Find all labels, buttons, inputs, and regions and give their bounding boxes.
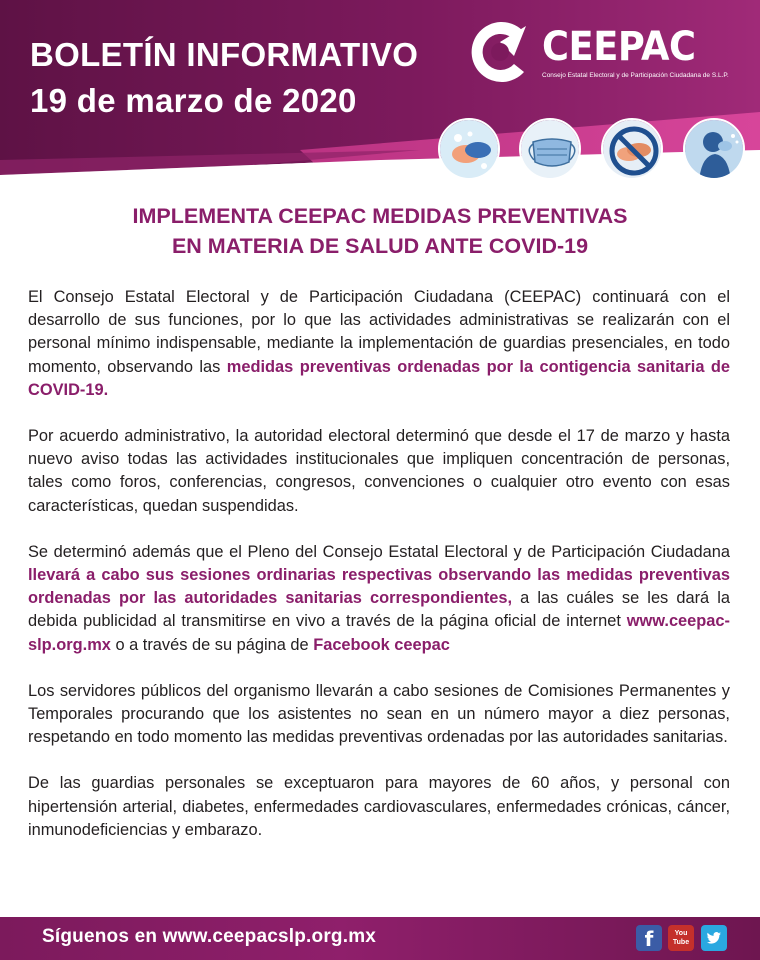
header-banner xyxy=(0,0,760,195)
paragraph-1-highlight: medidas preventivas ordenadas por la contigencia sanitaria de COVID-19. xyxy=(28,357,730,399)
facebook-glyph: f xyxy=(644,927,654,951)
website-link[interactable]: www.ceepac-slp.org.mx xyxy=(28,612,730,654)
paragraph-4 xyxy=(28,680,730,750)
bulletin-title: BOLETÍN INFORMATIVO xyxy=(30,36,419,73)
paragraph-1-text: El Consejo Estatal Electoral y de Participación Ciudadana (CEEPAC) continuará con el desarrollo de sus funciones, por lo que las actividades administrativas se realizarán con el personal mínimo indispensable, mediante la implementación de guardias presenciales, en todo momento, observando las xyxy=(28,288,730,376)
youtube-icon[interactable] xyxy=(668,925,694,951)
youtube-label-tube: Tube xyxy=(672,939,690,946)
bulletin-body xyxy=(28,286,730,865)
ceepac-logo xyxy=(464,16,734,96)
youtube-label-you: You xyxy=(674,930,688,937)
no-handshake-icon xyxy=(601,118,663,180)
twitter-bird-icon xyxy=(701,925,727,951)
covering-cough-icon xyxy=(683,118,745,180)
twitter-icon[interactable] xyxy=(701,925,727,951)
face-mask-icon xyxy=(519,118,581,180)
paragraph-3-text-2: a las cuáles se les dará la debida publicidad al transmitirse en vivo a través de la página oficial de internet xyxy=(28,589,731,631)
paragraph-2-text: Por acuerdo administrativo, la autoridad electoral determinó que desde el 17 de marzo y hasta nuevo aviso todas las actividades institucionales que impliquen concentración de personas, tales como foros, conferencias, congresos, convenciones o cualquier otro evento con esas características, quedan suspendidas. xyxy=(28,427,730,515)
paragraph-5 xyxy=(28,772,730,842)
headline-line-2: EN MATERIA DE SALUD ANTE COVID-19 xyxy=(171,234,589,258)
logo-subtitle: Consejo Estatal Electoral y de Participación Ciudadana de S.L.P. xyxy=(542,72,729,79)
logo-wordmark: CEEPAC xyxy=(542,24,696,70)
footer-follow-text[interactable]: Síguenos en www.ceepacslp.org.mx xyxy=(42,926,377,947)
ceepac-logo-mark-icon xyxy=(464,16,536,88)
headline-line-1: IMPLEMENTA CEEPAC MEDIDAS PREVENTIVAS xyxy=(132,204,628,228)
paragraph-3 xyxy=(28,541,730,657)
bulletin-date: 19 de marzo de 2020 xyxy=(30,82,357,119)
paragraph-3-text-3: o a través de su página de xyxy=(110,635,314,654)
paragraph-3-text-1: Se determinó además que el Pleno del Consejo Estatal Electoral y de Participación Ciudadana xyxy=(28,542,730,561)
facebook-link[interactable]: Facebook ceepac xyxy=(313,635,450,654)
facebook-icon[interactable] xyxy=(636,925,662,951)
paragraph-4-text: Los servidores públicos del organismo llevarán a cabo sesiones de Comisiones Permanentes y Temporales procurando que los asistentes no sean en un número mayor a diez personas, respetando en todo momento las medidas preventivas ordenadas por las autoridades sanitarias. xyxy=(28,681,730,747)
paragraph-5-text: De las guardias personales se exceptuaron para mayores de 60 años, y personal con hipertensión arterial, diabetes, enfermedades cardiovasculares, enfermedades crónicas, cáncer, inmunodeficiencias y embarazo. xyxy=(28,774,730,839)
paragraph-1 xyxy=(28,286,730,402)
paragraph-3-highlight: llevará a cabo sus sesiones ordinarias respectivas observando las medidas preventivas ordenadas por las autoridades sanitarias correspondientes, xyxy=(28,566,730,608)
headline xyxy=(0,201,760,261)
paragraph-2 xyxy=(28,425,730,518)
hand-washing-icon xyxy=(438,118,500,180)
footer-bar xyxy=(0,917,760,960)
